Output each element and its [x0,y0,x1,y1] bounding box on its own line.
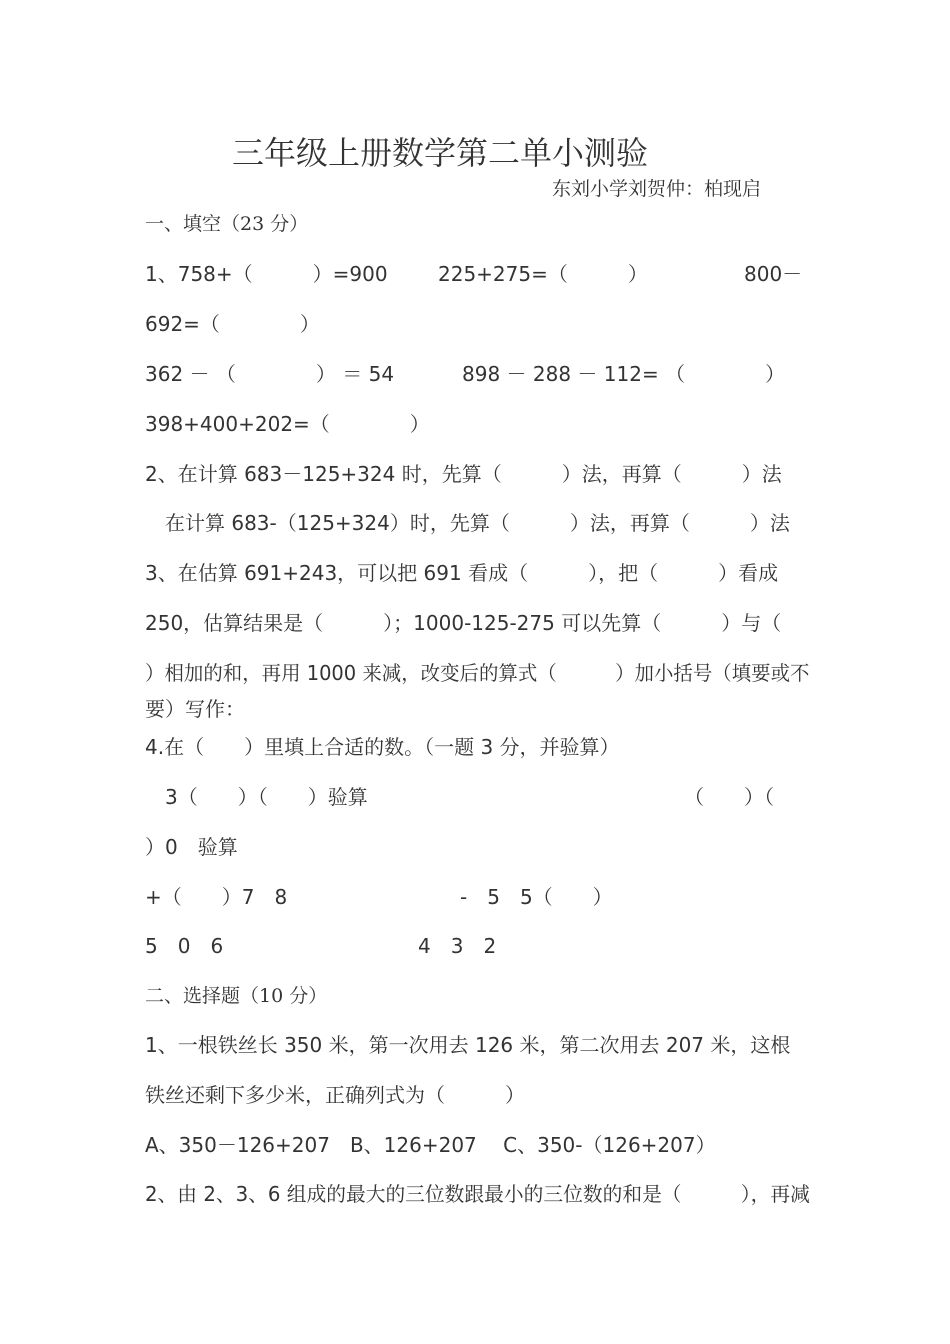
author-line: 东刘小学刘贺仲：柏现启 [552,178,762,200]
q4-row-3-left: +（ ）7 8 [145,885,288,909]
q1-part-d: 362 － （ ） ＝ 54 [145,362,395,386]
q4-row-4-left: 5 0 6 [145,934,224,958]
q3-line-4: 要）写作： [145,697,245,721]
section-2-heading: 二、选择题（10 分） [145,985,328,1007]
choice-q2-line-1: 2、由 2、3、6 组成的最大的三位数跟最小的三位数的和是（ ），再减 [145,1182,810,1206]
choice-q1-options: A、350－126+207 B、126+207 C、350-（126+207） [145,1133,716,1157]
q2-line-2: 在计算 683-（125+324）时，先算（ ）法，再算（ ）法 [165,511,790,535]
q4-row-3-right: - 5 5（ ） [460,885,613,909]
q1-part-c: 800－ [744,262,803,286]
q4-row-1-left: 3（ ）（ ）验算 [165,785,368,809]
q3-line-3: ）相加的和，再用 1000 来减，改变后的算式（ ）加小括号（填要或不 [145,661,810,685]
choice-q1-line-1: 1、一根铁丝长 350 米，第一次用去 126 米，第二次用去 207 米，这根 [145,1033,791,1057]
q3-line-1: 3、在估算 691+243，可以把 691 看成（ ），把（ ）看成 [145,561,779,585]
page-title: 三年级上册数学第二单小测验 [232,134,649,172]
q3-line-2: 250，估算结果是（ ）；1000-125-275 可以先算（ ）与（ [145,611,782,635]
q4-row-2: ）0 验算 [145,835,238,859]
section-1-heading: 一、填空（23 分） [145,213,309,235]
choice-q1-line-2: 铁丝还剩下多少米，正确列式为（ ） [145,1083,525,1107]
q4-heading: 4.在（ ）里填上合适的数。（一题 3 分，并验算） [145,735,620,759]
q1-part-f: 398+400+202=（ ） [145,412,430,436]
q1-part-c-continued: 692=（ ） [145,312,320,336]
q4-row-4-right: 4 3 2 [418,934,497,958]
q4-row-1-right: （ ）（ [684,785,774,809]
q2-line-1: 2、在计算 683－125+324 时，先算（ ）法，再算（ ）法 [145,462,782,486]
q1-part-a: 1、758+（ ）=900 [145,262,388,286]
q1-part-b: 225+275=（ ） [438,262,648,286]
q1-part-e: 898 － 288 － 112= （ ） [462,362,786,386]
